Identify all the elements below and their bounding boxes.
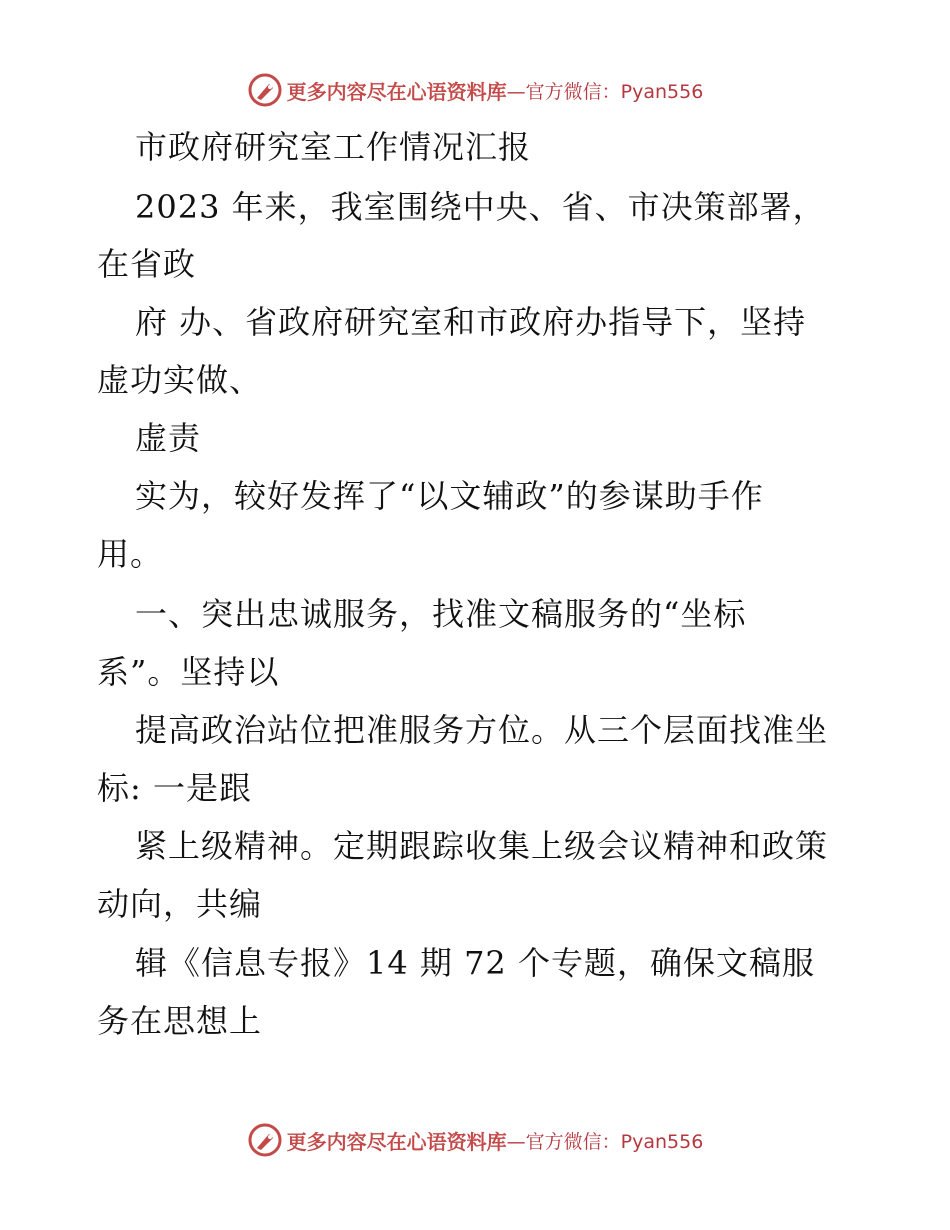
document-title: 市政府研究室工作情况汇报 bbox=[135, 128, 532, 166]
paragraph-line: 2023 年来，我室围绕中央、省、市决策部署， bbox=[135, 188, 826, 226]
watermark-sub-text: —官方微信：Pyan556 bbox=[506, 1130, 704, 1153]
paragraph-line: 实为，较好发挥了“以文辅政”的参谋助手作 bbox=[135, 477, 764, 515]
section-heading-line: 一、突出忠诚服务，找准文稿服务的“坐标 bbox=[135, 595, 747, 633]
watermark-main-text: 更多内容尽在心语资料库 bbox=[286, 79, 507, 104]
paragraph-line: 用。 bbox=[97, 535, 164, 573]
watermark-footer bbox=[0, 1120, 950, 1160]
paragraph-line: 府 办、省政府研究室和市政府办指导下，坚持 bbox=[135, 303, 807, 341]
paragraph-line: 虚责 bbox=[135, 419, 202, 457]
paragraph-line: 标: 一是跟 bbox=[97, 769, 252, 807]
paragraph-line: 系”。坚持以 bbox=[97, 653, 280, 691]
paragraph-line: 虚功实做、 bbox=[97, 361, 263, 399]
paragraph-line: 提高政治站位把准服务方位。从三个层面找准坐 bbox=[135, 711, 829, 749]
paragraph-line: 动向，共编 bbox=[97, 885, 263, 923]
watermark-sub-text: —官方微信：Pyan556 bbox=[506, 80, 704, 103]
pen-nib-logo-icon bbox=[247, 1122, 283, 1158]
paragraph-line: 务在思想上 bbox=[97, 1002, 263, 1040]
paragraph-line: 在省政 bbox=[97, 245, 197, 283]
paragraph-line: 紧上级精神。定期跟踪收集上级会议精神和政策 bbox=[135, 827, 829, 865]
paragraph-line: 辑《信息专报》14 期 72 个专题，确保文稿服 bbox=[135, 944, 815, 982]
watermark-main-text: 更多内容尽在心语资料库 bbox=[286, 1129, 507, 1154]
